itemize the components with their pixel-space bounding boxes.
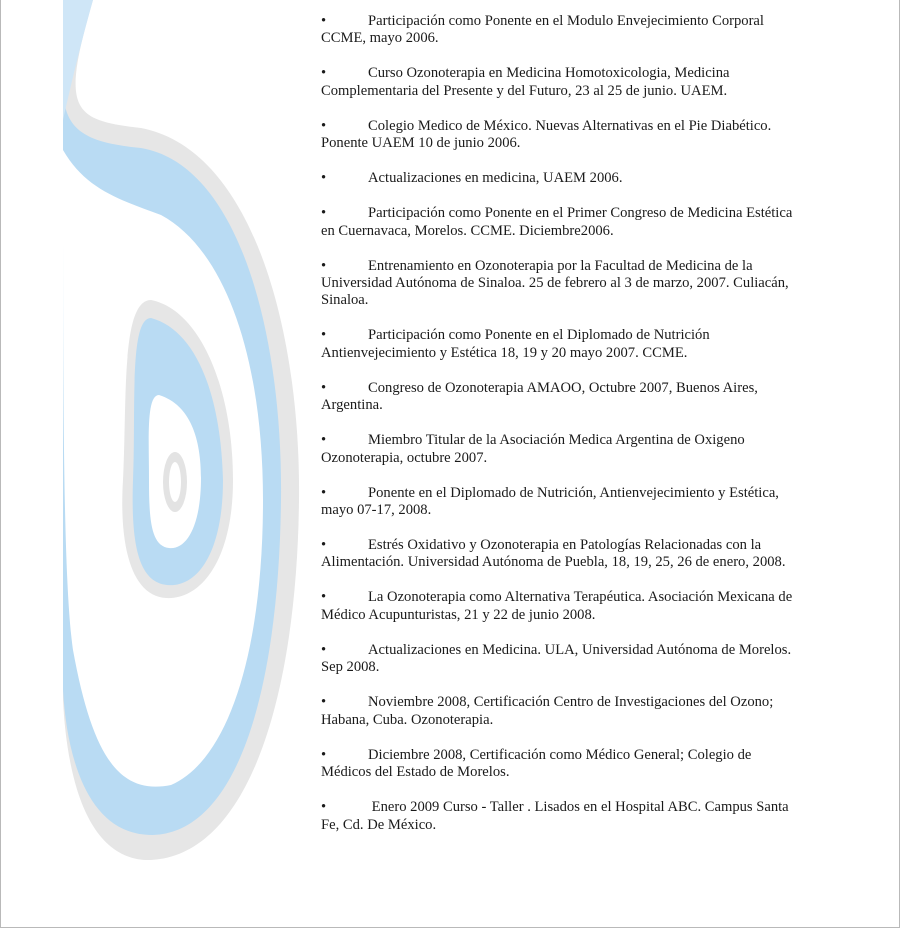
item-text: Congreso de Ozonoterapia AMAOO, Octubre 2007, Buenos Aires, Argentina. — [321, 379, 758, 414]
bullet: • — [321, 432, 327, 449]
item-text: Curso Ozonoterapia en Medicina Homotoxicologia, Medicina Complementaria del Presente y del Futuro, 23 al 25 de junio. UAEM. — [321, 65, 730, 99]
bullet: • — [321, 117, 327, 134]
list-item — [321, 65, 796, 100]
list-item — [321, 118, 796, 153]
bullet: • — [321, 694, 327, 711]
item-text: Enero 2009 Curso - Taller . Lisados en el Hospital ABC. Campus Santa Fe, Cd. De México. — [321, 799, 789, 833]
list-item — [321, 747, 796, 782]
bullet: • — [321, 65, 327, 82]
list-item — [321, 205, 796, 240]
list-item — [321, 589, 796, 624]
list-item — [321, 694, 796, 729]
list-item — [321, 485, 796, 520]
list-item — [321, 258, 796, 310]
bullet: • — [321, 379, 327, 396]
bullet: • — [321, 257, 327, 274]
item-text: Noviembre 2008, Certificación Centro de Investigaciones del Ozono; Habana, Cuba. Ozonoterapia. — [321, 694, 774, 728]
list-item — [321, 642, 796, 677]
item-text: Ponente en el Diplomado de Nutrición, Antienvejecimiento y Estética, mayo 07-17, 2008. — [321, 484, 779, 519]
bullet: • — [321, 205, 327, 222]
bullet: • — [321, 537, 327, 554]
item-text: Entrenamiento en Ozonoterapia por la Facultad de Medicina de la Universidad Autónoma de Sinaloa. 25 de febrero al 3 de marzo, 2007. Culiacán, Sinaloa. — [321, 257, 789, 309]
item-text: Actualizaciones en Medicina. ULA, Universidad Autónoma de Morelos. Sep 2008. — [321, 641, 792, 676]
item-list — [321, 13, 796, 852]
list-item — [321, 327, 796, 362]
item-text: Estrés Oxidativo y Ozonoterapia en Patologías Relacionadas con la Alimentación. Universidad Autónoma de Puebla, 18, 19, 25, 26 de enero, 2008. — [321, 537, 786, 571]
bullet: • — [321, 327, 327, 344]
list-item — [321, 537, 796, 572]
item-text: Actualizaciones en medicina, UAEM 2006. — [368, 170, 623, 187]
bullet: • — [321, 589, 327, 606]
bullet: • — [321, 484, 327, 501]
item-text: Miembro Titular de la Asociación Medica Argentina de Oxigeno Ozonoterapia, octubre 2007. — [321, 432, 745, 466]
list-item — [321, 432, 796, 467]
item-text: Participación como Ponente en el Modulo Envejecimiento Corporal CCME, mayo 2006. — [321, 13, 764, 47]
bullet: • — [321, 13, 327, 29]
bullet: • — [321, 746, 327, 763]
item-text: Diciembre 2008, Certificación como Médico General; Colegio de Médicos del Estado de Morelos. — [321, 746, 752, 781]
list-item — [321, 13, 796, 48]
item-text: Participación como Ponente en el Diplomado de Nutrición Antienvejecimiento y Estética 18, 19 y 20 mayo 2007. CCME. — [321, 327, 710, 361]
list-item — [321, 380, 796, 415]
decorative-swirl — [1, 0, 301, 928]
swirl-center — [169, 462, 181, 502]
bullet: • — [321, 641, 327, 658]
list-item — [321, 170, 796, 187]
bullet: • — [321, 799, 327, 816]
item-text: Colegio Medico de México. Nuevas Alternativas en el Pie Diabético. Ponente UAEM 10 de junio 2006. — [321, 117, 772, 152]
item-text: Participación como Ponente en el Primer Congreso de Medicina Estética en Cuernavaca, Morelos. CCME. Diciembre2006. — [321, 205, 793, 239]
list-item — [321, 799, 796, 834]
bullet: • — [321, 170, 327, 187]
item-text: La Ozonoterapia como Alternativa Terapéutica. Asociación Mexicana de Médico Acupunturistas, 21 y 22 de junio 2008. — [321, 589, 793, 623]
